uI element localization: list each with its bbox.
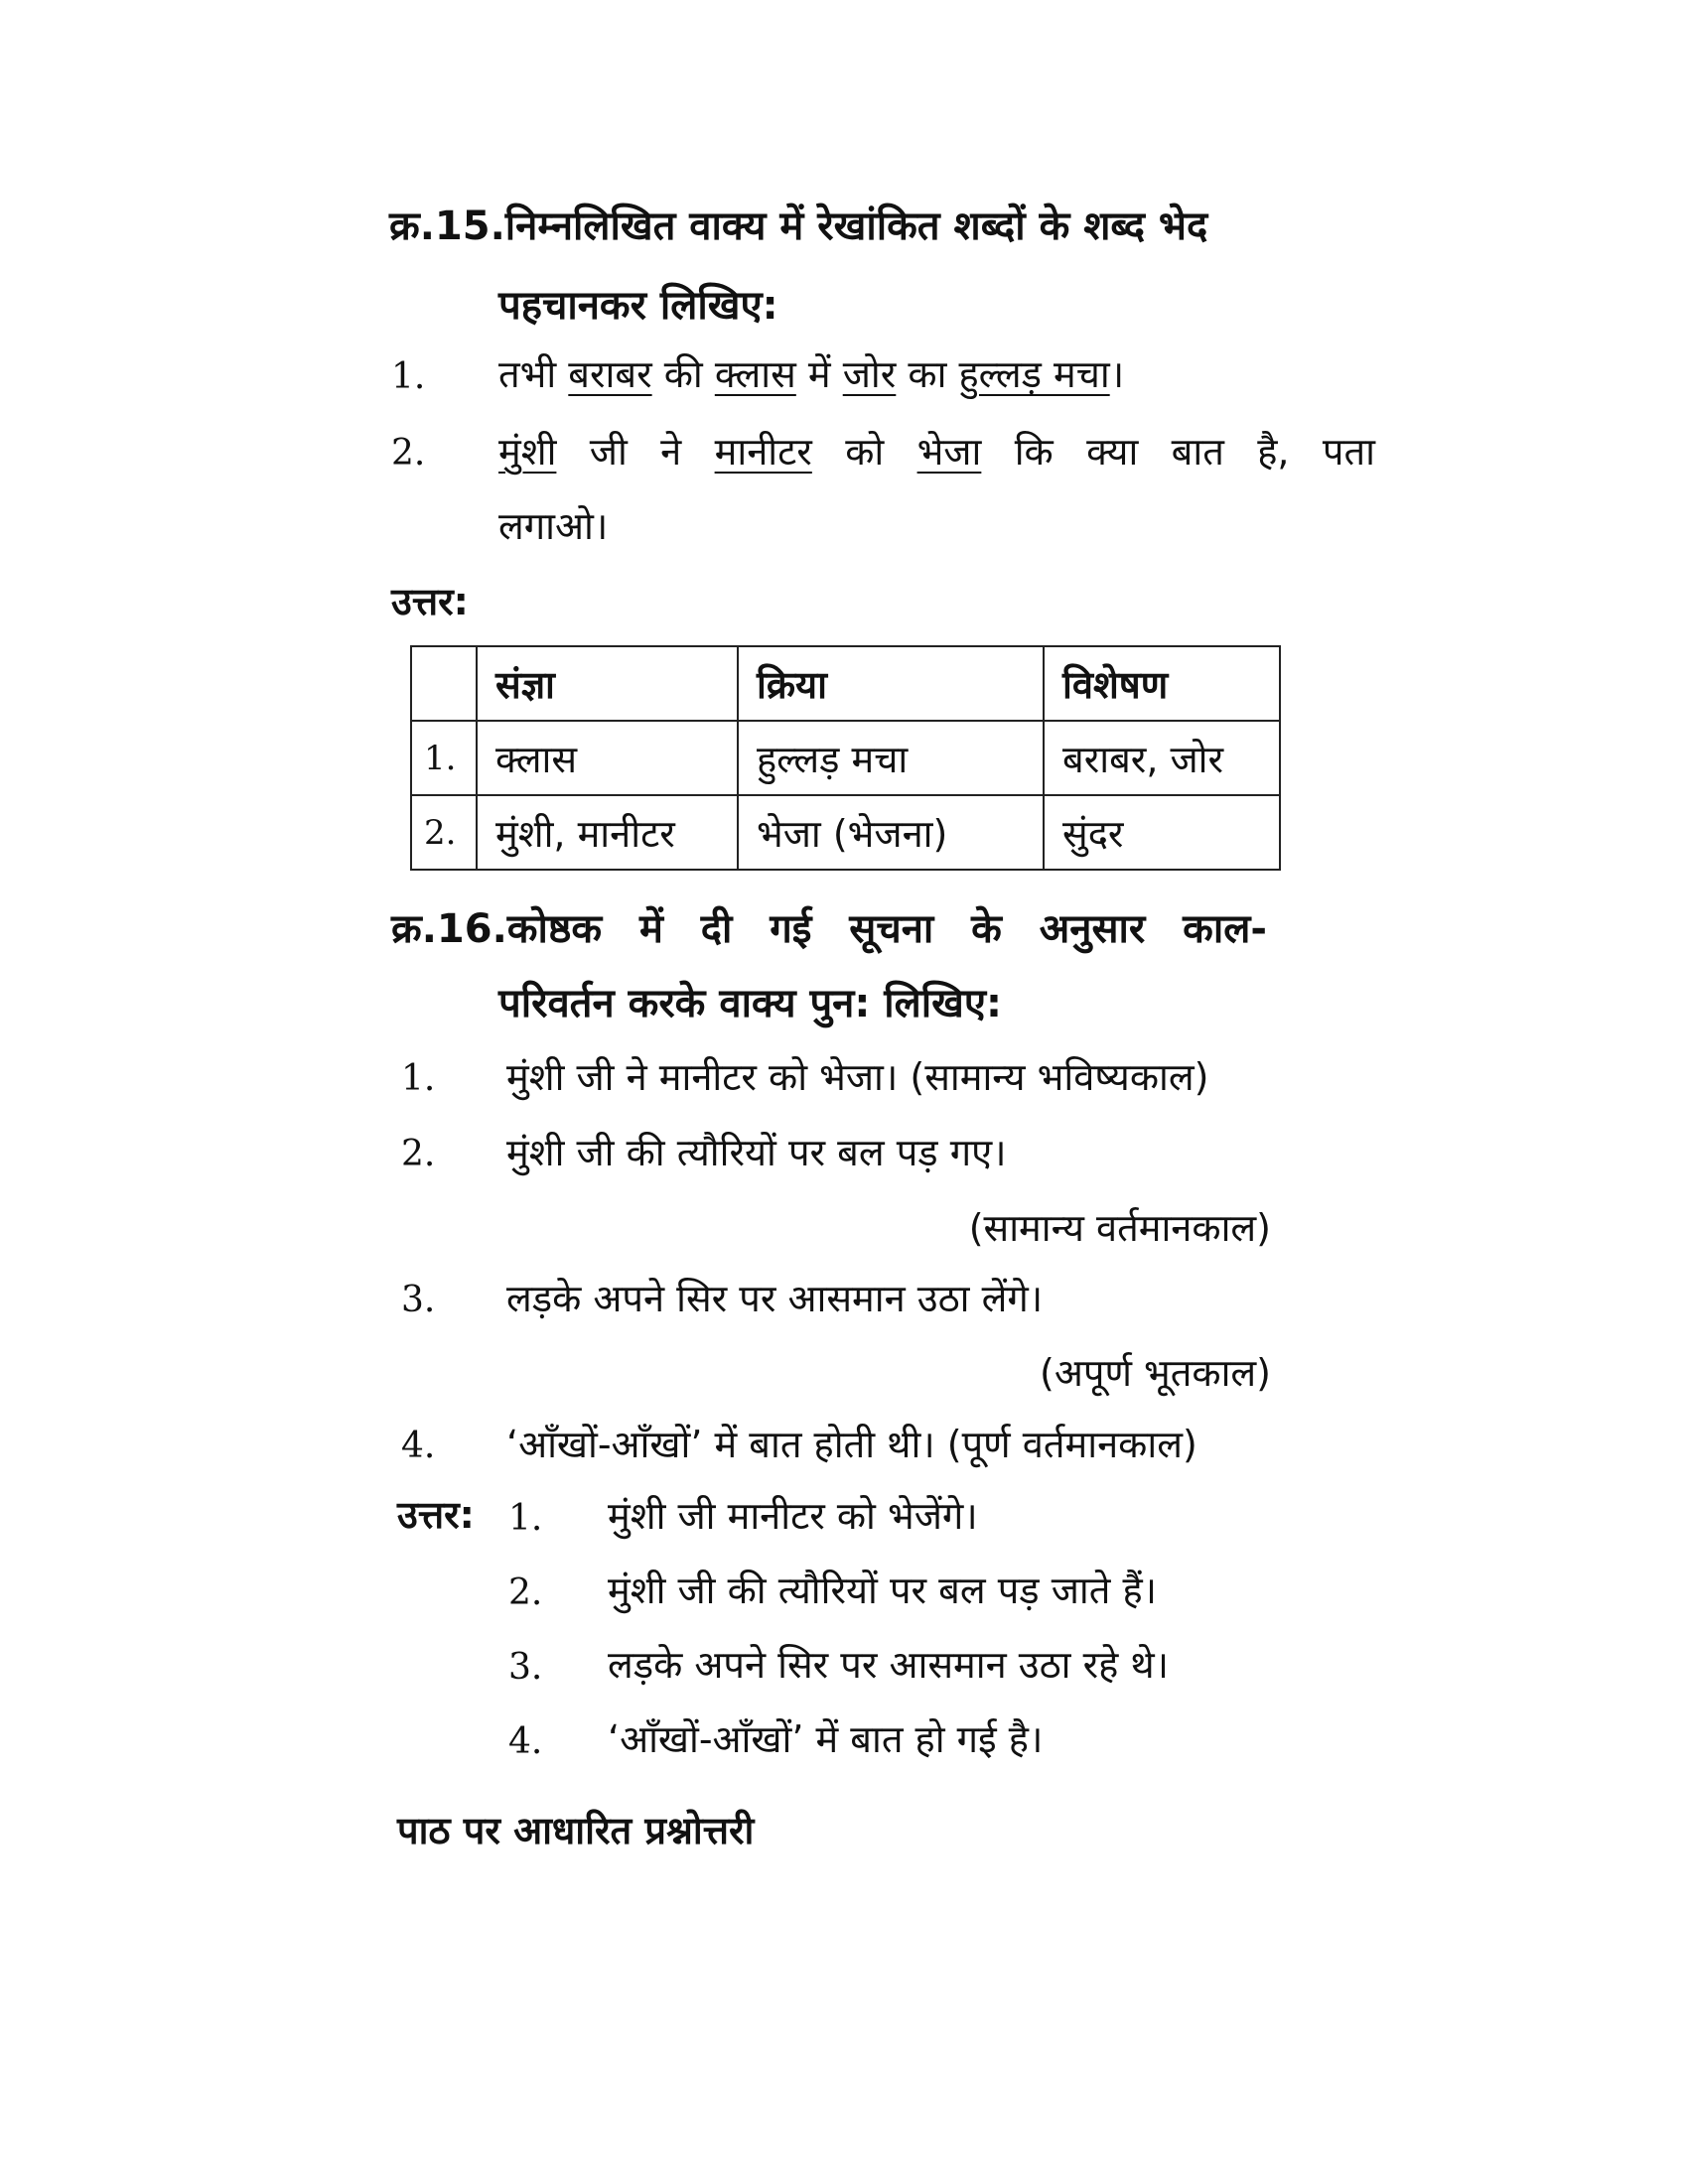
table-cell: हुल्लड़ मचा	[738, 721, 1044, 795]
table-cell: मुंशी, मानीटर	[477, 795, 738, 870]
table-header-verb: क्रिया	[738, 646, 1044, 721]
table-header-row	[411, 646, 1280, 721]
plain-text: में	[795, 352, 843, 396]
plain-word: को	[845, 430, 885, 474]
q15-answer-table	[410, 645, 1281, 871]
plain-word: कि	[1014, 430, 1054, 474]
q15-item1-sentence	[498, 349, 1124, 399]
q16-item3-text: लड़के अपने सिर पर आसमान उठा लेंगे।	[506, 1277, 1044, 1320]
plain-word: क्या	[1086, 430, 1139, 474]
table-header-adjective: विशेषण	[1044, 646, 1280, 721]
q16-item2-text: मुंशी जी की त्यौरियों पर बल पड़ गए।	[506, 1131, 1007, 1174]
plain-text: ।	[1109, 352, 1125, 396]
heading-word: सूचना	[849, 906, 934, 952]
plain-text: का	[896, 352, 959, 396]
q16-item1-text: मुंशी जी ने मानीटर को भेजा। (सामान्य भविष्यकाल)	[506, 1055, 1209, 1099]
plain-word: बात	[1171, 430, 1224, 474]
underlined-word: जोर	[842, 352, 897, 396]
plain-word: पता	[1322, 430, 1375, 474]
table-header-blank	[411, 646, 477, 721]
q15-item2-number: 2.	[391, 433, 426, 474]
q16-item1-number: 1.	[401, 1058, 436, 1099]
underlined-word: हुल्लड़ मचा	[958, 352, 1110, 396]
heading-word: दी	[700, 906, 733, 952]
q16-answer-label: उत्तर:	[397, 1493, 475, 1537]
q16-item4-text: ‘आँखों-आँखों’ में बात होती थी। (पूर्ण वर्तमानकाल)	[506, 1423, 1197, 1466]
underlined-word: क्लास	[714, 352, 796, 396]
table-cell: भेजा (भेजना)	[738, 795, 1044, 870]
q15-heading-line1: क्र.15.निम्नलिखित वाक्य में रेखांकित शब्दों के शब्द भेद	[389, 204, 1208, 249]
table-header-noun: संज्ञा	[477, 646, 738, 721]
q16-answer1-number: 1.	[508, 1498, 543, 1539]
q15-item1-number: 1.	[391, 356, 426, 397]
underlined-word: बराबर	[568, 352, 652, 396]
heading-word: क्र.16.कोष्ठक	[391, 906, 603, 952]
q16-answer3-text: लड़के अपने सिर पर आसमान उठा रहे थे।	[608, 1643, 1170, 1687]
table-cell: क्लास	[477, 721, 738, 795]
underlined-word: मानीटर	[714, 430, 812, 474]
plain-text: की	[651, 352, 715, 396]
q16-item3-number: 3.	[401, 1280, 436, 1320]
plain-text: तभी	[498, 352, 569, 396]
plain-word: ने	[660, 430, 682, 474]
q16-item3-note: (अपूर्ण भूतकाल)	[1040, 1351, 1271, 1395]
q16-answer2-text: मुंशी जी की त्यौरियों पर बल पड़ जाते हैं।	[608, 1569, 1158, 1612]
table-cell: सुंदर	[1044, 795, 1280, 870]
q15-heading-line2: पहचानकर लिखिए:	[498, 283, 778, 329]
q16-item2-note: (सामान्य वर्तमानकाल)	[968, 1206, 1271, 1250]
heading-word: गई	[770, 906, 812, 952]
table-row	[411, 721, 1280, 795]
q16-item2-number: 2.	[401, 1134, 436, 1174]
q16-item4-number: 4.	[401, 1426, 436, 1466]
q16-answer3-number: 3.	[508, 1647, 543, 1688]
q16-heading-line1	[391, 903, 1267, 955]
table-cell: बराबर, जोर	[1044, 721, 1280, 795]
table-row	[411, 795, 1280, 870]
heading-word: काल-	[1183, 906, 1267, 952]
plain-word: जी	[589, 430, 628, 474]
q16-answer2-number: 2.	[508, 1572, 543, 1613]
heading-word: अनुसार	[1039, 906, 1146, 952]
section-heading: पाठ पर आधारित प्रश्नोत्तरी	[397, 1809, 755, 1852]
underlined-word: भेजा	[916, 430, 982, 474]
q15-item2-sentence	[498, 427, 1375, 477]
heading-word: में	[639, 906, 663, 952]
q16-answer4-text: ‘आँखों-आँखों’ में बात हो गई है।	[608, 1717, 1044, 1761]
table-cell-number: 1.	[411, 721, 477, 795]
q16-heading-line2: परिवर्तन करके वाक्य पुन: लिखिए:	[498, 981, 1002, 1026]
q15-item2-continuation: लगाओ।	[498, 504, 609, 548]
table-cell-number: 2.	[411, 795, 477, 870]
q15-answer-label: उत्तर:	[391, 580, 469, 623]
underlined-word: मुंशी	[498, 430, 557, 474]
q16-answer4-number: 4.	[508, 1721, 543, 1762]
q16-answer1-text: मुंशी जी मानीटर को भेजेंगे।	[608, 1494, 978, 1538]
heading-word: के	[971, 906, 1002, 952]
plain-word: है,	[1257, 430, 1290, 474]
